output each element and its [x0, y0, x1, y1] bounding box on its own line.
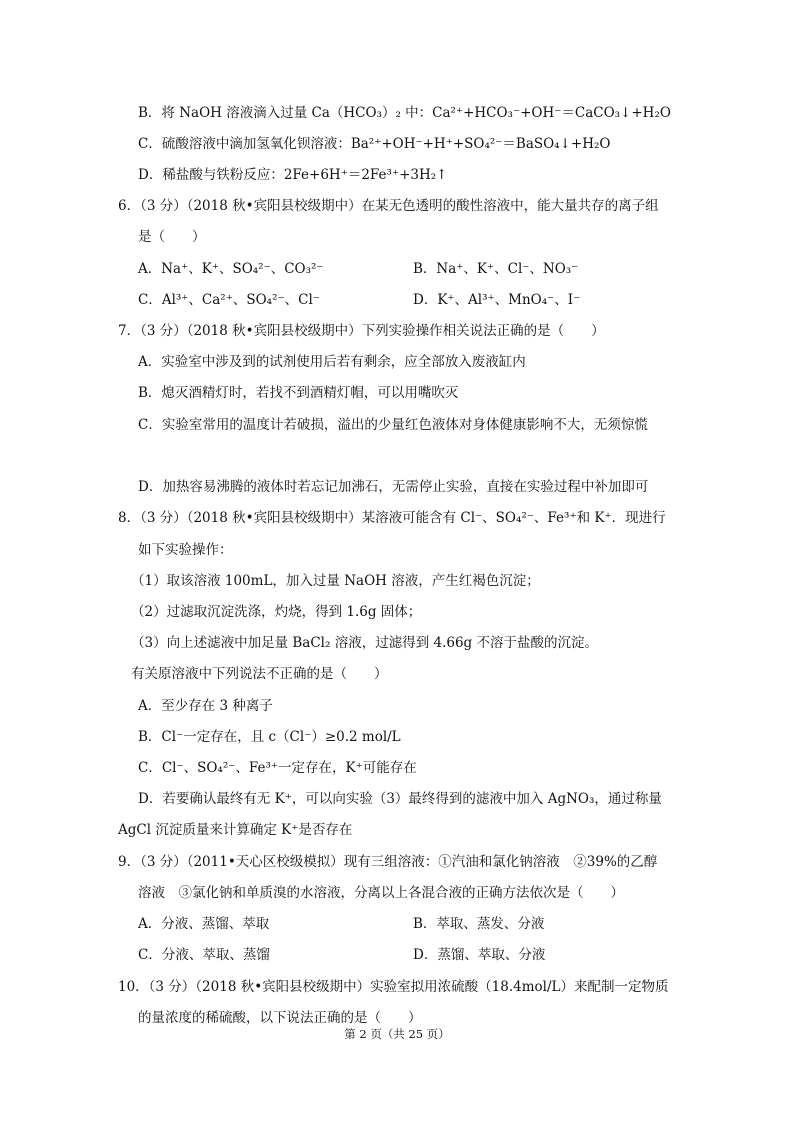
- q8-step-2: （2）过滤取沉淀洗涤，灼烧，得到 1.6g 固体；: [131, 604, 422, 620]
- q10-stem-line1: 10．（3 分）（2018 秋•宾阳县校级期中）实验室拟用浓硫酸（18.4mol/L）来配制一定物质: [118, 979, 669, 995]
- page-footer: 第 2 页（共 25 页）: [344, 1027, 450, 1041]
- q6-option-b: B．Na⁺、K⁺、Cl⁻、NO₃⁻: [413, 261, 579, 277]
- q6-stem-line2: 是（ ）: [138, 229, 206, 245]
- q8-option-b: B．Cl⁻一定存在，且 c（Cl⁻）≥0.2 mol/L: [138, 729, 401, 745]
- q8-step-1: （1）取该溶液 100mL，加入过量 NaOH 溶液，产生红褐色沉淀；: [131, 573, 540, 589]
- q7-option-b: B．熄灭酒精灯时，若找不到酒精灯帽，可以用嘴吹灭: [138, 385, 459, 401]
- q10-stem-line2: 的量浓度的稀硫酸，以下说法正确的是（ ）: [138, 1010, 422, 1026]
- q9-stem-line2: 溶液 ③氯化钠和单质溴的水溶液，分离以上各混合液的正确方法依次是（ ）: [138, 885, 624, 901]
- q8-option-c: C．Cl⁻、SO₄²⁻、Fe³⁺一定存在，K⁺可能存在: [138, 760, 417, 776]
- q9-option-d: D．蒸馏、萃取、分液: [413, 947, 546, 963]
- q7-stem: 7．（3 分）（2018 秋•宾阳县校级期中）下列实验操作相关说法正确的是（ ）: [118, 323, 605, 339]
- q5-option-b: B．将 NaOH 溶液滴入过量 Ca（HCO₃）₂ 中：Ca²⁺+HCO₃⁻+OH⁻＝CaCO₃↓+H₂O: [138, 105, 671, 121]
- q7-option-c: C．实验室常用的温度计若破损，溢出的少量红色液体对身体健康影响不大，无须惊慌: [138, 417, 648, 433]
- q8-stem-line1: 8．（3 分）（2018 秋•宾阳县校级期中）某溶液可能含有 Cl⁻、SO₄²⁻、Fe³⁺和 K⁺．现进行: [118, 510, 666, 526]
- q9-option-b: B．萃取、蒸发、分液: [413, 916, 545, 932]
- q8-option-a: A．至少存在 3 种离子: [138, 698, 273, 714]
- q7-option-d: D．加热容易沸腾的液体时若忘记加沸石，无需停止实验，直接在实验过程中补加即可: [138, 479, 649, 495]
- q9-option-c: C．分液、萃取、蒸馏: [138, 947, 270, 963]
- q8-step-3: （3）向上述滤液中加足量 BaCl₂ 溶液，过滤得到 4.66g 不溶于盐酸的沉淀。: [131, 635, 598, 651]
- q8-stem-line2: 如下实验操作：: [138, 542, 233, 558]
- q7-option-a: A．实验室中涉及到的试剂使用后若有剩余，应全部放入废液缸内: [138, 354, 526, 370]
- q6-stem-line1: 6．（3 分）（2018 秋•宾阳县校级期中）在某无色透明的酸性溶液中，能大量共存的离子组: [118, 198, 659, 214]
- q8-question: 有关原溶液中下列说法不正确的是（ ）: [131, 666, 388, 682]
- q9-option-a: A．分液、蒸馏、萃取: [138, 916, 270, 932]
- q9-stem-line1: 9．（3 分）（2011•天心区校级模拟）现有三组溶液：①汽油和氯化钠溶液 ②39%的乙醇: [118, 854, 658, 870]
- q6-option-c: C．Al³⁺、Ca²⁺、SO₄²⁻、Cl⁻: [138, 292, 320, 308]
- q5-option-c: C．硫酸溶液中滴加氢氧化钡溶液：Ba²⁺+OH⁻+H⁺+SO₄²⁻＝BaSO₄↓+H₂O: [138, 136, 611, 152]
- q6-option-a: A．Na⁺、K⁺、SO₄²⁻、CO₃²⁻: [138, 261, 324, 277]
- q8-option-d-line2: AgCl 沉淀质量来计算确定 K⁺是否存在: [118, 822, 353, 838]
- q6-option-d: D．K⁺、Al³⁺、MnO₄⁻、I⁻: [413, 292, 581, 308]
- q5-option-d: D．稀盐酸与铁粉反应：2Fe+6H⁺＝2Fe³⁺+3H₂↑: [138, 167, 448, 183]
- q8-option-d-line1: D．若要确认最终有无 K⁺，可以向实验（3）最终得到的滤液中加入 AgNO₃，通过称量: [138, 791, 662, 807]
